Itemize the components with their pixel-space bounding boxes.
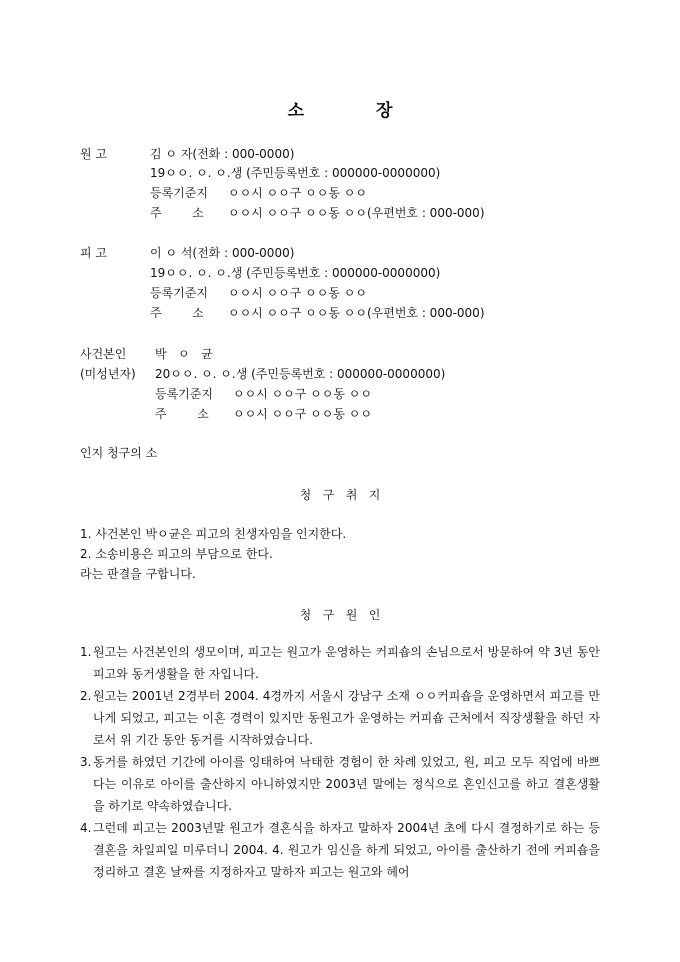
subject-minor-label: (미성년자)	[80, 367, 136, 381]
plaintiff-label: 원 고	[80, 147, 107, 161]
cause-heading: 청 구 원 인	[299, 608, 381, 622]
cause-number: 3.	[80, 755, 92, 769]
cause-list	[80, 641, 600, 883]
defendant-registry-label: 등록기준지	[150, 286, 208, 300]
plaintiff-address-label: 주 소	[150, 206, 204, 220]
claim-conclusion: 라는 판결을 구합니다.	[80, 567, 196, 581]
plaintiff-name: 김 ㅇ 자(전화 : 000-0000)	[150, 147, 295, 161]
subject-name: 박 ㅇ 균	[155, 347, 213, 361]
cause-item	[80, 685, 600, 751]
defendant-address: ㅇㅇ시 ㅇㅇ구 ㅇㅇ동 ㅇㅇ(우편번호 : 000-000)	[228, 306, 485, 320]
subject-label: 사건본인	[80, 347, 127, 361]
subject-registry-label: 등록기준지	[155, 387, 213, 401]
cause-text: 원고는 2001년 2경부터 2004. 4경까지 서울시 강남구 소재 ㅇㅇ커피숍을 운영하면서 피고를 만나게 되었고, 피고는 이혼 경력이 있지만 동원고가 운영하는 커피숍 근처에서 직장생활을 하던 자로서 위 기간 동안 동거를 시작하였습니다.	[93, 689, 600, 747]
cause-number: 4.	[80, 821, 92, 835]
cause-text: 그런데 피고는 2003년말 원고가 결혼식을 하자고 말하자 2004년 초에 다시 결정하기로 하는 등 결혼을 차일피일 미루더니 2004. 4. 원고가 임신을 하게 되었고, 아이를 출산하기 전에 커피숍을 정리하고 결혼 날짜를 지정하자고 말하자 피고는 원고와 헤어	[93, 821, 600, 879]
cause-text: 원고는 사건본인의 생모이며, 피고는 원고가 운영하는 커피숍의 손님으로서 방문하여 약 3년 동안 피고와 동거생활을 한 자입니다.	[93, 645, 600, 681]
subject-address-label: 주 소	[155, 407, 209, 421]
claim-item-2: 2. 소송비용은 피고의 부담으로 한다.	[80, 547, 273, 561]
defendant-label: 피 고	[80, 246, 107, 260]
defendant-birth: 19ㅇㅇ. ㅇ. ㅇ.생 (주민등록번호 : 000000-0000000)	[150, 266, 441, 280]
defendant-name: 이 ㅇ 석(전화 : 000-0000)	[150, 246, 295, 260]
defendant-registry: ㅇㅇ시 ㅇㅇ구 ㅇㅇ동 ㅇㅇ	[228, 286, 367, 300]
title-right: 장	[376, 101, 393, 121]
plaintiff-birth: 19ㅇㅇ. ㅇ. ㅇ.생 (주민등록번호 : 000000-0000000)	[150, 166, 441, 180]
subject-birth: 20ㅇㅇ. ㅇ. ㅇ.생 (주민등록번호 : 000000-0000000)	[155, 367, 446, 381]
plaintiff-registry-label: 등록기준지	[150, 186, 208, 200]
claim-heading: 청 구 취 지	[299, 488, 381, 502]
defendant-address-label: 주 소	[150, 306, 204, 320]
plaintiff-registry: ㅇㅇ시 ㅇㅇ구 ㅇㅇ동 ㅇㅇ	[228, 186, 367, 200]
plaintiff-address: ㅇㅇ시 ㅇㅇ구 ㅇㅇ동 ㅇㅇ(우편번호 : 000-000)	[228, 206, 485, 220]
subject-registry: ㅇㅇ시 ㅇㅇ구 ㅇㅇ동 ㅇㅇ	[233, 387, 372, 401]
cause-item	[80, 751, 600, 817]
cause-number: 1.	[80, 645, 92, 659]
cause-item	[80, 817, 600, 883]
title-left: 소	[287, 101, 304, 121]
cause-text: 동거를 하였던 기간에 아이를 잉태하여 낙태한 경험이 한 차례 있었고, 원, 피고 모두 직업에 바쁘다는 이유로 아이를 출산하지 아니하였지만 2003년 말에는 정식으로 혼인신고를 하고 결혼생활을 하기로 약속하였습니다.	[93, 755, 600, 813]
subject-address: ㅇㅇ시 ㅇㅇ구 ㅇㅇ동 ㅇㅇ	[233, 407, 372, 421]
cause-number: 2.	[80, 689, 92, 703]
claim-item-1: 1. 사건본인 박ㅇ균은 피고의 친생자임을 인지한다.	[80, 527, 347, 541]
document-title	[0, 96, 680, 121]
case-title: 인지 청구의 소	[80, 446, 158, 460]
cause-item	[80, 641, 600, 685]
